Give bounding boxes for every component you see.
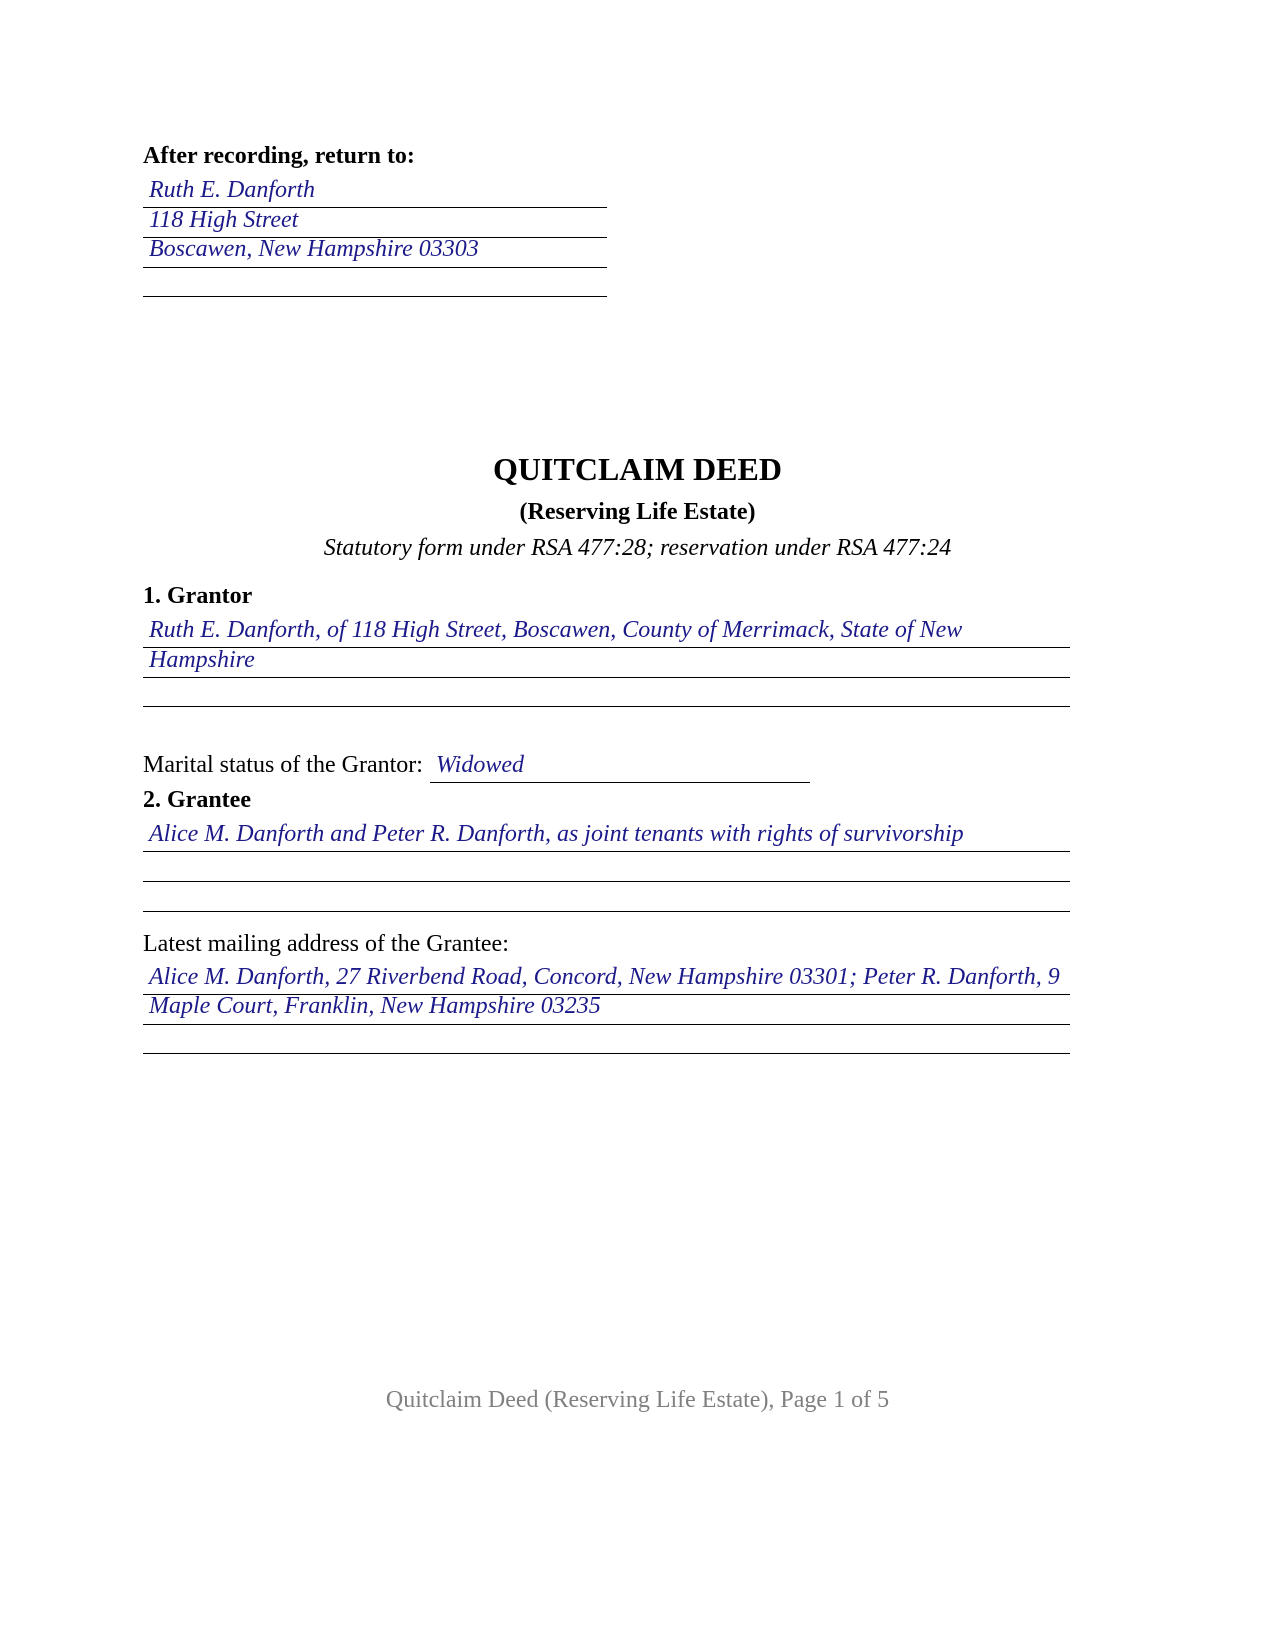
grantee-rule-1 — [143, 851, 1070, 852]
grantor-heading: 1. Grantor — [143, 583, 253, 609]
document-title: QUITCLAIM DEED — [493, 451, 782, 487]
grantee-address-line-2: Maple Court, Franklin, New Hampshire 03235 — [149, 993, 601, 1019]
grantee-address-line-1: Alice M. Danforth, 27 Riverbend Road, Concord, New Hampshire 03301; Peter R. Danforth, 9 — [149, 964, 1060, 990]
grantee-address-rule-3 — [143, 1053, 1070, 1054]
grantor-rule-2 — [143, 677, 1070, 678]
grantor-line-1: Ruth E. Danforth, of 118 High Street, Boscawen, County of Merrimack, State of New — [149, 617, 963, 643]
return-rule-3 — [143, 267, 607, 268]
grantee-rule-3 — [143, 911, 1070, 912]
page-footer: Quitclaim Deed (Reserving Life Estate), Page 1 of 5 — [385, 1387, 890, 1413]
grantor-rule-1 — [143, 647, 1070, 648]
grantee-rule-2 — [143, 881, 1070, 882]
statute-reference: Statutory form under RSA 477:28; reservation under RSA 477:24 — [323, 535, 952, 561]
return-rule-4 — [143, 296, 607, 297]
return-to-heading: After recording, return to: — [143, 143, 415, 169]
document-subtitle: (Reserving Life Estate) — [519, 499, 756, 525]
marital-status-value: Widowed — [436, 752, 524, 778]
grantee-heading: 2. Grantee — [143, 787, 251, 813]
grantor-rule-3 — [143, 706, 1070, 707]
return-line-3: Boscawen, New Hampshire 03303 — [149, 236, 479, 262]
return-line-2: 118 High Street — [149, 207, 299, 233]
return-line-1: Ruth E. Danforth — [149, 177, 315, 203]
marital-status-label: Marital status of the Grantor: — [143, 752, 423, 778]
marital-status-rule — [430, 782, 810, 783]
grantee-line-1: Alice M. Danforth and Peter R. Danforth, as joint tenants with rights of survivorship — [149, 821, 964, 847]
grantor-line-2: Hampshire — [149, 647, 255, 673]
grantee-address-rule-2 — [143, 1024, 1070, 1025]
grantee-address-label: Latest mailing address of the Grantee: — [143, 931, 509, 957]
